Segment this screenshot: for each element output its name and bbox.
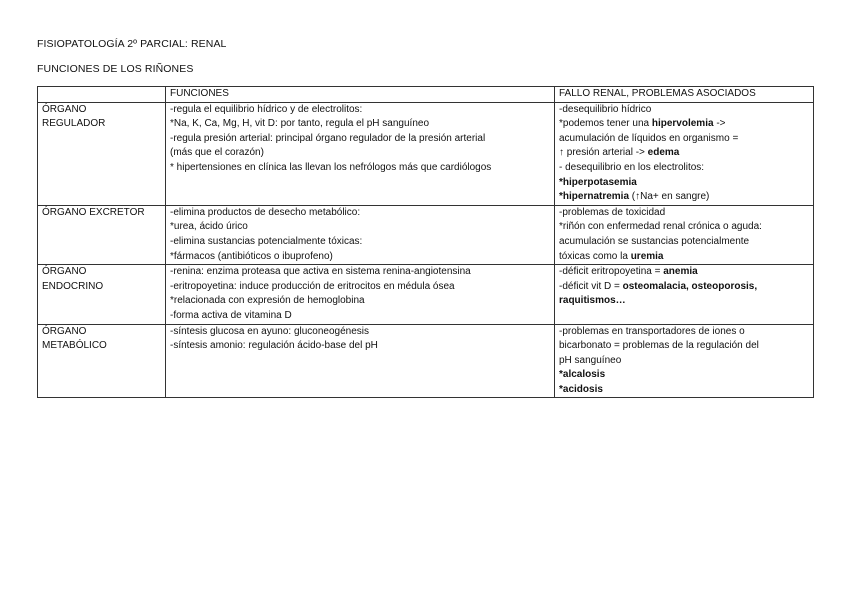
table-header-row	[38, 87, 814, 103]
organ-line: ENDOCRINO	[42, 280, 104, 292]
problem-line	[559, 280, 809, 295]
problem-term: edema	[647, 147, 680, 159]
problem-line	[559, 294, 809, 309]
header-cell-functions: FUNCIONES	[166, 87, 555, 103]
problem-text: *podemos tener una	[559, 118, 652, 130]
problem-line	[559, 368, 809, 383]
problem-term: anemia	[663, 266, 698, 278]
problem-line	[559, 265, 809, 280]
problem-text: ↑ presión arterial ->	[559, 147, 648, 159]
table-row	[38, 324, 814, 398]
function-line: *Na, K, Ca, Mg, H, vit D: por tanto, regula el pH sanguíneo	[170, 118, 430, 130]
organ-cell	[38, 102, 166, 205]
organ-line: METABÓLICO	[42, 340, 107, 352]
table-row	[38, 265, 814, 324]
organ-line: REGULADOR	[42, 118, 106, 130]
problem-line: -problemas en transportadores de iones o	[559, 325, 745, 337]
function-line: -elimina sustancias potencialmente tóxicas:	[170, 235, 363, 247]
problem-term: *alcalosis	[559, 369, 606, 381]
problem-term: *hipernatremia	[559, 191, 630, 203]
problem-line	[559, 383, 809, 398]
functions-cell	[166, 265, 555, 324]
problem-text: (↑Na+ en sangre)	[629, 191, 710, 203]
function-line: -síntesis glucosa en ayuno: gluconeogénesis	[170, 325, 370, 337]
problem-text: tóxicas como la	[559, 250, 631, 262]
problem-line: -desequilibrio hídrico	[559, 103, 652, 115]
organ-line: ÓRGANO	[42, 266, 87, 278]
problem-line	[559, 250, 809, 265]
problem-line	[559, 176, 809, 191]
organ-cell	[38, 324, 166, 398]
organ-line: ÓRGANO	[42, 103, 87, 115]
problems-cell	[555, 205, 814, 264]
problems-cell	[555, 102, 814, 205]
function-line: *relacionada con expresión de hemoglobina	[170, 295, 365, 307]
problem-line: pH sanguíneo	[559, 354, 622, 366]
problem-text: ->	[713, 118, 726, 130]
function-line: -regula presión arterial: principal órgano regulador de la presión arterial	[170, 132, 486, 144]
document-title: FISIOPATOLOGÍA 2º PARCIAL: RENAL	[37, 38, 227, 50]
problem-line	[559, 117, 809, 132]
problem-line: bicarbonato = problemas de la regulación del	[559, 340, 759, 352]
function-line: -síntesis amonio: regulación ácido-base del pH	[170, 340, 378, 352]
problem-line: acumulación de líquidos en organismo =	[559, 132, 739, 144]
functions-cell	[166, 102, 555, 205]
organ-cell	[38, 205, 166, 264]
problem-term: uremia	[630, 250, 664, 262]
problems-cell	[555, 265, 814, 324]
kidney-functions-table	[37, 86, 814, 398]
organ-cell	[38, 265, 166, 324]
header-cell-problems: FALLO RENAL, PROBLEMAS ASOCIADOS	[555, 87, 814, 103]
functions-cell	[166, 324, 555, 398]
function-line: *fármacos (antibióticos o ibuprofeno)	[170, 250, 333, 262]
problem-term: *acidosis	[559, 383, 603, 395]
table-row	[38, 205, 814, 264]
problem-text: -déficit eritropoyetina =	[559, 266, 664, 278]
problem-text: -déficit vit D =	[559, 280, 623, 292]
problem-term: raquitismos…	[559, 295, 626, 307]
problem-term: osteomalacia, osteoporosis,	[622, 280, 758, 292]
problem-line: *riñón con enfermedad renal crónica o aguda:	[559, 221, 762, 233]
function-line: *urea, ácido úrico	[170, 221, 248, 233]
problem-line	[559, 190, 809, 205]
problem-term: hipervolemia	[651, 118, 714, 130]
function-line: -elimina productos de desecho metabólico:	[170, 206, 361, 218]
problem-term: *hiperpotasemia	[559, 176, 637, 188]
function-line: -eritropoyetina: induce producción de eritrocitos en médula ósea	[170, 280, 455, 292]
problem-line: - desequilibrio en los electrolitos:	[559, 161, 705, 173]
organ-line: ÓRGANO	[42, 325, 87, 337]
problem-line	[559, 146, 809, 161]
function-line: -regula el equilibrio hídrico y de electrolitos:	[170, 103, 363, 115]
function-line: (más que el corazón)	[170, 147, 264, 159]
function-line: * hipertensiones en clínica las llevan los nefrólogos más que cardiólogos	[170, 161, 492, 173]
function-line: -renina: enzima proteasa que activa en sistema renina-angiotensina	[170, 266, 471, 278]
function-line: -forma activa de vitamina D	[170, 309, 292, 321]
functions-cell	[166, 205, 555, 264]
document-subtitle: FUNCIONES DE LOS RIÑONES	[37, 63, 194, 75]
problems-cell	[555, 324, 814, 398]
problem-line: acumulación se sustancias potencialmente	[559, 235, 750, 247]
table-row	[38, 102, 814, 205]
organ-line: ÓRGANO EXCRETOR	[42, 206, 145, 218]
problem-line: -problemas de toxicidad	[559, 206, 666, 218]
header-cell-organ	[38, 87, 166, 103]
